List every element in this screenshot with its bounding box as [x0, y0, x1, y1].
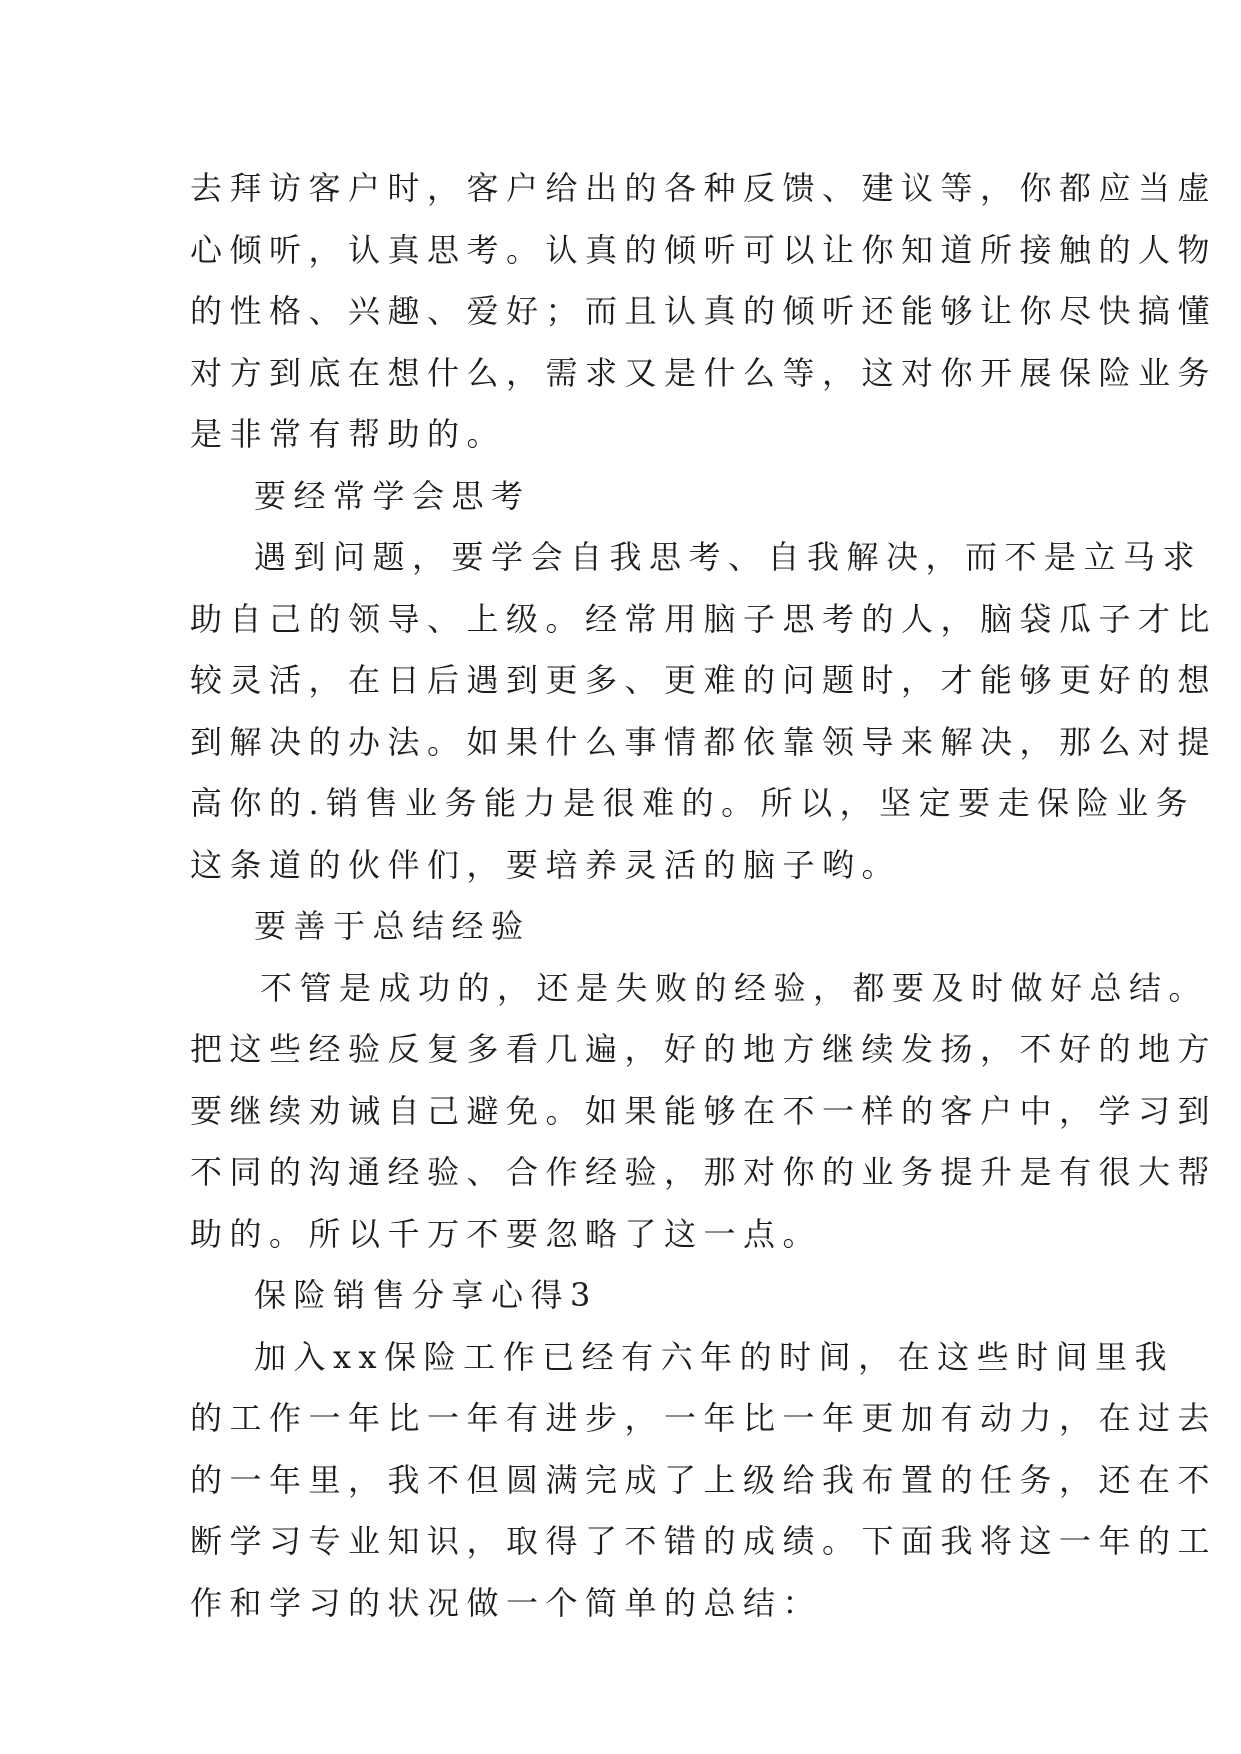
section-heading: 要经常学会思考	[254, 476, 531, 515]
paragraph-line: 把这些经验反复多看几遍，好的地方继续发扬，不好的地方	[190, 1030, 1218, 1068]
paragraph-line: 较灵活，在日后遇到更多、更难的问题时，才能够更好的想	[190, 661, 1218, 699]
paragraph-line: 遇到问题，要学会自我思考、自我解决，而不是立马求	[254, 538, 1203, 576]
paragraph-line: 不同的沟通经验、合作经验，那对你的业务提升是有很大帮	[190, 1153, 1218, 1191]
paragraph-line: 作和学习的状况做一个简单的总结：	[190, 1583, 823, 1622]
paragraph-line: 的工作一年比一年有进步，一年比一年更加有动力，在过去	[190, 1399, 1218, 1437]
paragraph-line: 是非常有帮助的。	[190, 415, 507, 453]
paragraph-line: 到解决的办法。如果什么事情都依靠领导来解决，那么对提	[190, 722, 1218, 761]
paragraph-line: 断学习专业知识，取得了不错的成绩。下面我将这一年的工	[190, 1522, 1218, 1560]
paragraph-line: 要继续劝诫自己避免。如果能够在不一样的客户中，学习到	[190, 1091, 1218, 1130]
paragraph-line: 高你的.销售业务能力是很难的。所以，坚定要走保险业务	[190, 784, 1196, 822]
paragraph-line: 助的。所以千万不要忽略了这一点。	[190, 1214, 823, 1253]
section-heading: 要善于总结经验	[254, 907, 531, 945]
paragraph-line: 去拜访客户时，客户给出的各种反馈、建议等，你都应当虚	[190, 169, 1218, 207]
paragraph-line: 的性格、兴趣、爱好；而且认真的倾听还能够让你尽快搞懂	[190, 292, 1218, 330]
paragraph-line: 这条道的伙伴们，要培养灵活的脑子哟。	[190, 845, 902, 884]
paragraph-line: 的一年里，我不但圆满完成了上级给我布置的任务，还在不	[190, 1460, 1218, 1499]
paragraph-line: 对方到底在想什么，需求又是什么等，这对你开展保险业务	[190, 353, 1218, 392]
paragraph-line: 加入xx保险工作已经有六年的时间，在这些时间里我	[254, 1337, 1175, 1376]
paragraph-line: 心倾听，认真思考。认真的倾听可以让你知道所接触的人物	[190, 230, 1218, 269]
paragraph-line: 不管是成功的，还是失败的经验，都要及时做好总结。	[260, 968, 1209, 1007]
section-heading: 保险销售分享心得3	[254, 1276, 598, 1314]
document-body	[190, 158, 1218, 1634]
paragraph-line: 助自己的领导、上级。经常用脑子思考的人，脑袋瓜子才比	[190, 599, 1218, 638]
